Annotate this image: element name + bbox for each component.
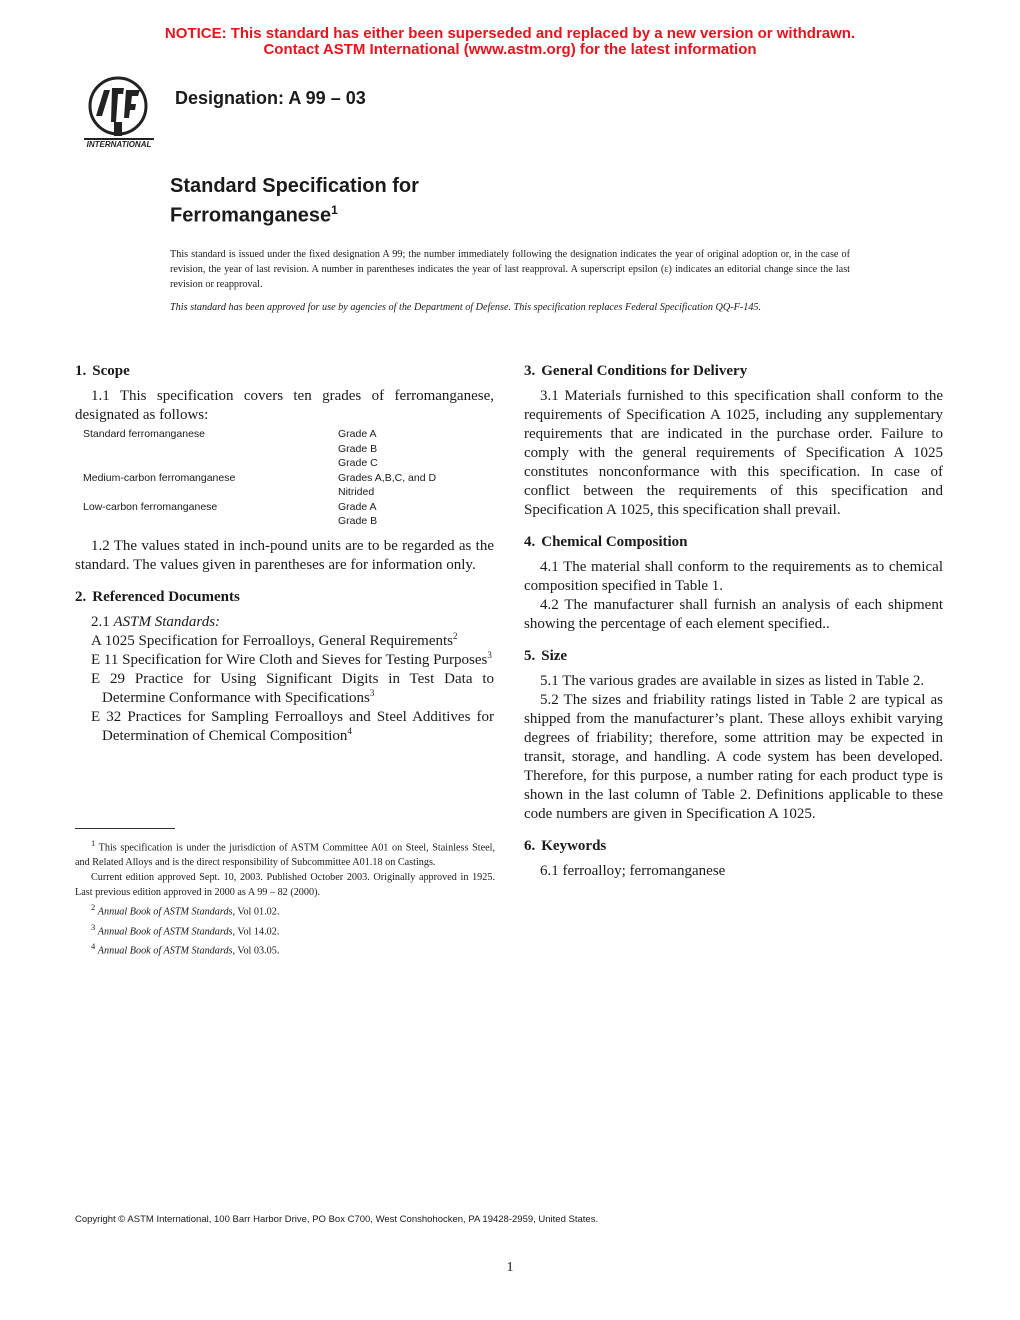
footnote-1b: Current edition approved Sept. 10, 2003. Published October 2003. Originally approved in 1925. Last previous edition approved in 2000 as A 99 – 82 (2000).	[75, 872, 495, 899]
section-size	[524, 647, 943, 824]
footnotes	[75, 836, 495, 959]
designation: Designation: A 99 – 03	[175, 88, 366, 108]
grade-row: Low-carbon ferromanganese Grade A Grade B	[83, 500, 378, 527]
grade-row: Medium-carbon ferromanganese Grades A,B,C, and D Nitrided	[83, 471, 437, 498]
footnote-1: $^1$ This specification is under the jurisdiction of ASTM Committee A01 on Steel, Stainless Steel, and Related Alloys and is the direct responsibility of Subcommittee A01.18 on Castings.	[75, 838, 495, 869]
section-heading: 6. Keywords	[524, 838, 607, 854]
footnote-divider	[75, 828, 175, 829]
refs-subheading: 2.1 ASTM Standards:	[91, 613, 221, 630]
reference-item: E 32 Practices for Sampling Ferroalloys and Steel Additives for Determination of Chemical Composition$^4$	[91, 708, 494, 744]
issued-note: This standard is issued under the fixed designation A 99; the number immediately following the designation indicates the year of original adoption or, in the case of revision, the year of last revision. A number in parentheses indicates the year of last reapproval. A superscript epsilon (ε) indicates an editorial change since the last revision or reapproval.	[170, 249, 850, 290]
astm-logo	[76, 76, 160, 148]
reference-item: E 11 Specification for Wire Cloth and Sieves for Testing Purposes$^3$	[91, 649, 492, 668]
grades-list	[83, 427, 494, 529]
section-delivery	[524, 362, 943, 520]
scope-p2: 1.2 The values stated in inch-pound units are to be regarded as the standard. The values given in parentheses are for information only.	[75, 537, 494, 573]
section-referenced-documents	[75, 588, 494, 746]
footnote-3: $^3$ Annual Book of ASTM Standards, Vol 14.02.	[91, 921, 280, 938]
section-heading: 4. Chemical Composition	[524, 534, 688, 550]
section-scope	[75, 362, 494, 575]
chem-p2: 4.2 The manufacturer shall furnish an analysis of each shipment showing the percentage of each element specified..	[524, 597, 943, 632]
withdrawal-notice	[0, 26, 1020, 58]
title-footnote-ref: 1	[331, 203, 338, 217]
size-p2: 5.2 The sizes and friability ratings listed in Table 2 are typical as shipped from the manufacturer’s plant. These alloys exhibit varying degrees of friability; therefore, some attrition may be expected in transit, storage, and handling. A code system has been developed. Therefore, for this purpose, a number rating for each product type is shown in the last column of Table 2. Definitions applicable to these code numbers are given in Specification A 1025.	[524, 692, 943, 822]
keywords-p1: 6.1 ferroalloy; ferromanganese	[540, 863, 726, 879]
notice-line-1: NOTICE: This standard has either been superseded and replaced by a new version or withdrawn.	[164, 25, 856, 42]
footnote-4: $^4$ Annual Book of ASTM Standards, Vol 03.05.	[91, 941, 280, 957]
right-column	[524, 362, 943, 894]
footnote-2: $^2$ Annual Book of ASTM Standards, Vol 01.02.	[91, 902, 280, 918]
size-p1: 5.1 The various grades are available in sizes as listed in Table 2.	[540, 673, 925, 689]
section-keywords	[524, 837, 943, 881]
delivery-p1: 3.1 Materials furnished to this specification shall conform to the requirements of Specification A 1025, including any supplementary requirements that are indicated in the purchase order. Failure to comply with the general requirements of Specification A 1025 constitutes nonconformance with this specification. In case of conflict between the requirements of this specification and Specification A 1025, this specification shall prevail.	[524, 388, 943, 518]
copyright: Copyright © ASTM International, 100 Barr Harbor Drive, PO Box C700, West Conshohocken, PA 19428-2959, United States.	[75, 1214, 599, 1225]
left-column	[75, 362, 494, 759]
section-heading: 5. Size	[524, 648, 568, 664]
chem-p1: 4.1 The material shall conform to the requirements as to chemical composition specified in Table 1.	[524, 559, 943, 594]
title-line-1: Standard Specification for	[170, 175, 419, 197]
logo-text: INTERNATIONAL	[86, 140, 152, 148]
scope-p1: 1.1 This specification covers ten grades of ferromanganese, designated as follows:	[75, 388, 494, 423]
section-heading: 1. Scope	[75, 363, 130, 379]
approved-note: This standard has been approved for use by agencies of the Department of Defense. This specification replaces Federal Specification QQ-F-145.	[170, 302, 762, 313]
title-line-2: Ferromanganese$^1$	[170, 203, 338, 227]
notice-line-2: Contact ASTM International (www.astm.org) for the latest information	[263, 41, 757, 58]
section-heading: 3. General Conditions for Delivery	[524, 363, 748, 379]
section-heading: 2. Referenced Documents	[75, 588, 240, 605]
document-title	[170, 174, 419, 228]
reference-item: A 1025 Specification for Ferroalloys, General Requirements$^2$	[91, 630, 458, 649]
section-chemical-composition	[524, 533, 943, 634]
reference-item: E 29 Practice for Using Significant Digits in Test Data to Determine Conformance with Specifications$^3$	[91, 670, 494, 706]
grade-row: Standard ferromanganese Grade A Grade B Grade C	[83, 428, 378, 469]
page-number: 1	[506, 1260, 514, 1275]
